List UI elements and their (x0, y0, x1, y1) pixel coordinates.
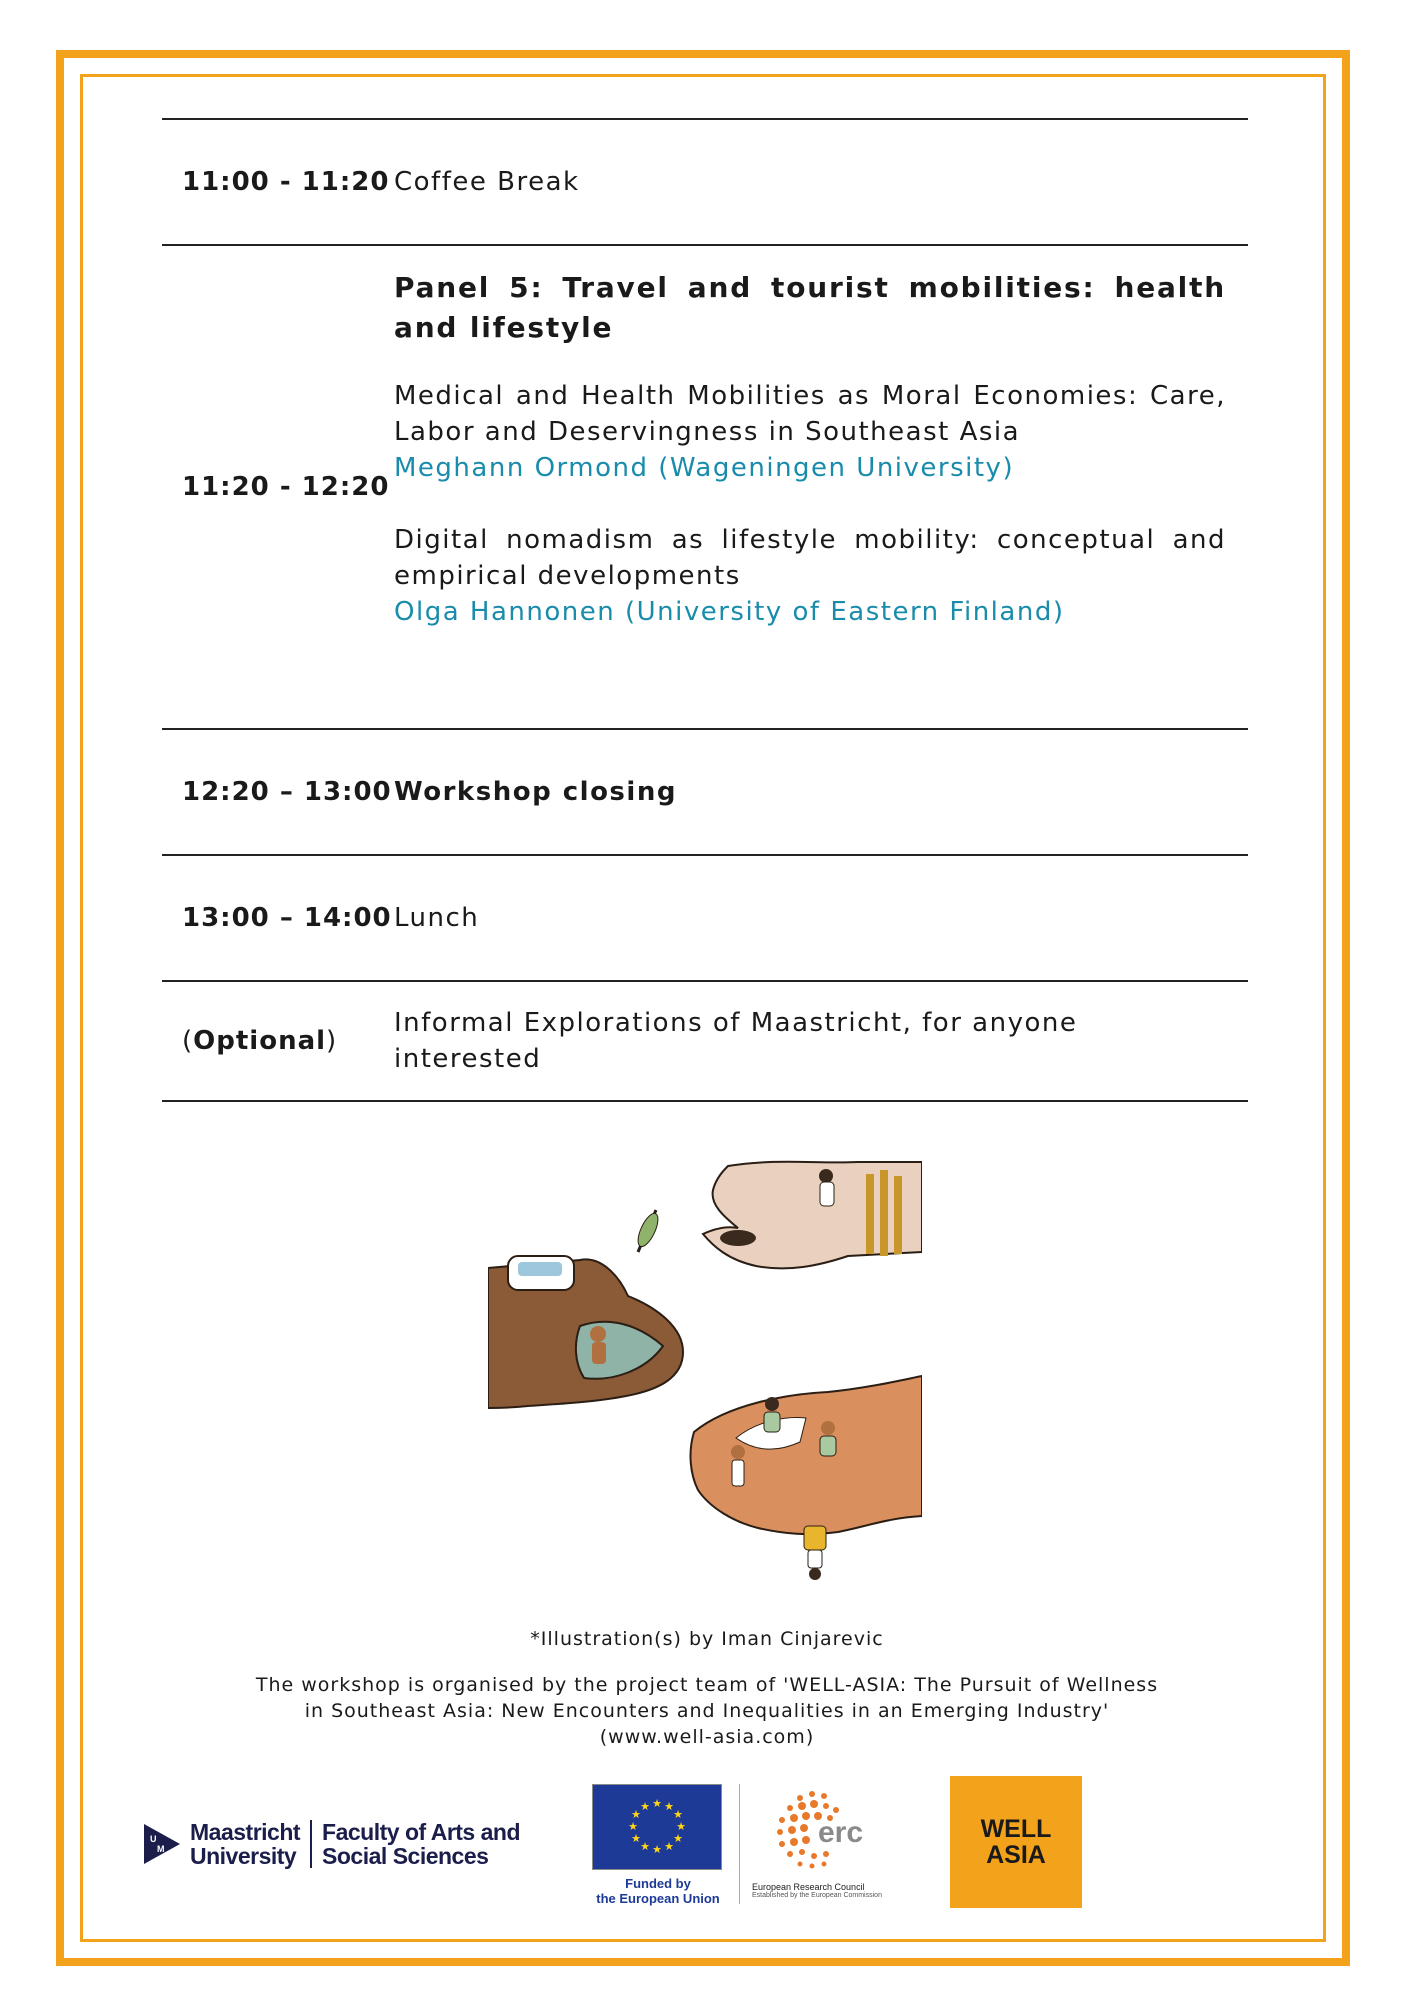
hand-top-right-illustration (703, 1162, 922, 1269)
hands-illustration (488, 1156, 922, 1580)
um-shield-icon (144, 1824, 180, 1864)
schedule-row-panel-5 (162, 246, 1248, 728)
eu-text-line2: the European Union (596, 1891, 720, 1906)
hand-bottom-right-illustration (691, 1376, 922, 1580)
time-slot: 12:20 – 13:00 (182, 777, 392, 807)
svg-text:★: ★ (628, 1820, 638, 1833)
svg-text:M: M (157, 1844, 165, 1854)
talk-title: Digital nomadism as lifestyle mobility: conceptual and empirical developments (394, 525, 1226, 591)
um-name-line1: Maastricht (190, 1819, 301, 1845)
schedule-table (162, 118, 1248, 1102)
svg-text:★: ★ (652, 1843, 662, 1856)
svg-text:★: ★ (652, 1797, 662, 1810)
time-label: Optional (193, 1026, 327, 1056)
svg-text:★: ★ (640, 1800, 650, 1813)
schedule-row-coffee-break (162, 120, 1248, 244)
svg-text:★: ★ (676, 1820, 686, 1833)
time-slot (162, 982, 394, 1100)
time-slot: 13:00 – 14:00 (182, 903, 392, 933)
divider (162, 1100, 1248, 1102)
erc-wordmark: erc (818, 1816, 864, 1849)
um-separator (310, 1820, 312, 1868)
session-title: Lunch (394, 903, 480, 933)
well-asia-logo (950, 1776, 1082, 1908)
um-name-line2: University (190, 1843, 297, 1869)
svg-text:U: U (150, 1834, 157, 1844)
erc-logo (752, 1784, 882, 1906)
panel-title: Panel 5: Travel and tourist mobilities: health and lifestyle (394, 271, 1226, 344)
session-title: Coffee Break (394, 167, 580, 197)
logo-divider (739, 1784, 740, 1904)
hand-left-illustration (488, 1210, 683, 1408)
svg-text:★: ★ (631, 1832, 641, 1845)
erc-subtitle: Established by the European Commission (752, 1892, 882, 1899)
schedule-row-workshop-closing (162, 730, 1248, 854)
schedule-row-optional (162, 982, 1248, 1100)
erc-name: European Research Council (752, 1882, 865, 1892)
svg-text:★: ★ (631, 1808, 641, 1821)
faculty-name-line1: Faculty of Arts and (322, 1819, 520, 1845)
organiser-note: The workshop is organised by the project team of 'WELL-ASIA: The Pursuit of Wellness in Southeast Asia: New Encounters and Inequalities in an Emerging Industry' (www.well-asia.com) (255, 1674, 1159, 1748)
erc-dots-icon (752, 1784, 882, 1874)
time-slot: 11:00 - 11:20 (182, 167, 390, 197)
talk-author: Meghann Ormond (Wageningen University) (394, 453, 1015, 483)
session-title: Workshop closing (394, 777, 677, 807)
eu-text-line1: Funded by (625, 1876, 691, 1891)
eu-flag-icon (592, 1784, 722, 1870)
eu-funding-logo (592, 1784, 724, 1906)
time-prefix: ( (182, 1026, 194, 1056)
session-title: Informal Explorations of Maastricht, for anyone interested (394, 1008, 1078, 1074)
illustration-credit: *Illustration(s) by Iman Cinjarevic (530, 1628, 884, 1650)
talk-title: Medical and Health Mobilities as Moral Economies: Care, Labor and Deservingness in Southeast Asia (394, 381, 1226, 447)
svg-text:★: ★ (640, 1840, 650, 1853)
talk-author: Olga Hannonen (University of Eastern Finland) (394, 597, 1065, 627)
svg-text:★: ★ (673, 1808, 683, 1821)
schedule-row-lunch (162, 856, 1248, 980)
time-suffix: ) (326, 1026, 338, 1056)
svg-text:★: ★ (664, 1840, 674, 1853)
well-asia-line2: ASIA (986, 1841, 1046, 1869)
maastricht-university-logo (144, 1818, 520, 1870)
svg-text:★: ★ (664, 1800, 674, 1813)
svg-text:★: ★ (673, 1832, 683, 1845)
well-asia-line1: WELL (980, 1815, 1052, 1843)
faculty-name-line2: Social Sciences (322, 1843, 489, 1869)
time-slot: 11:20 - 12:20 (182, 472, 390, 502)
